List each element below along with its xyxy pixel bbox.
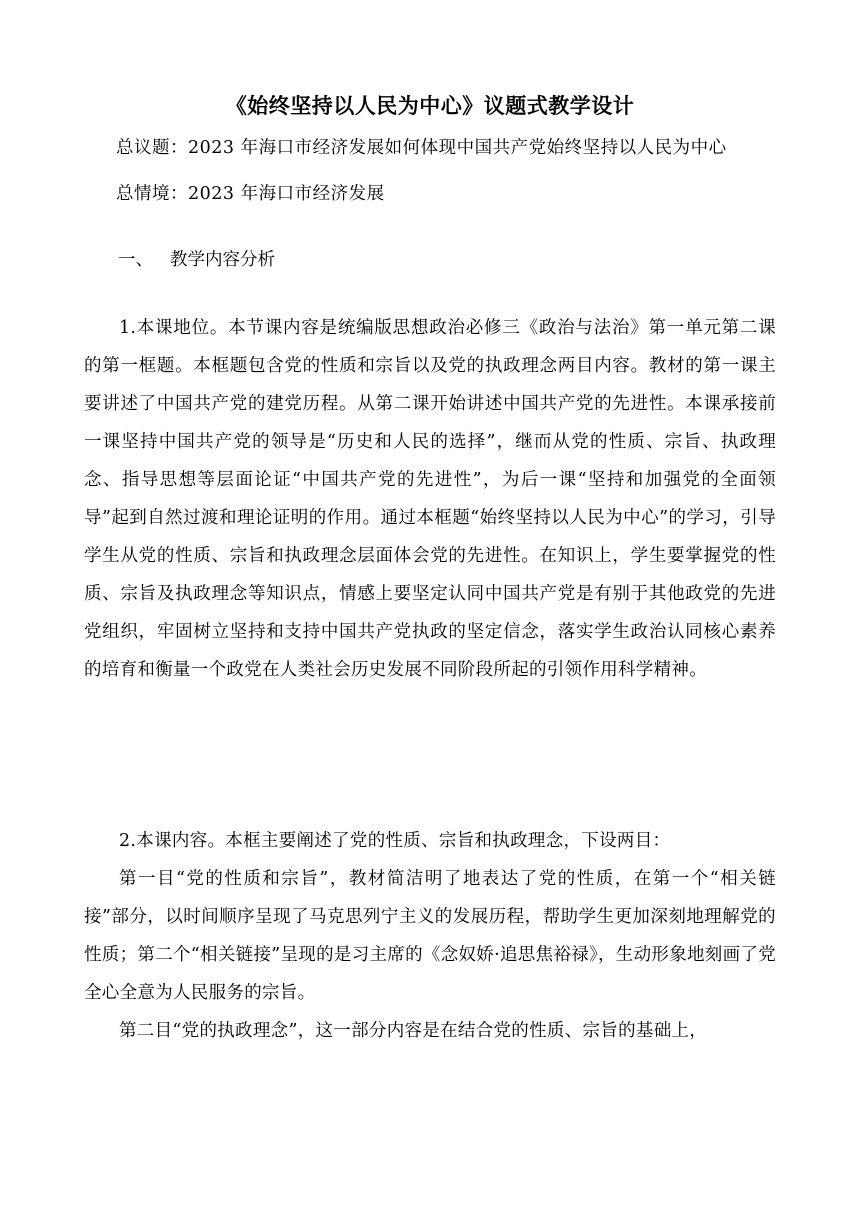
overall-context: 总情境：2023 年海口市经济发展 — [116, 184, 385, 204]
paragraph-block-2 — [84, 822, 776, 1050]
document-title: 《始终坚持以人民为中心》议题式教学设计 — [225, 94, 635, 118]
paragraph-course-content: 2.本课内容。本框主要阐述了党的性质、宗旨和执政理念，下设两目： — [119, 831, 671, 851]
paragraph-course-position: 1.本课地位。本节课内容是统编版思想政治必修三《政治与法治》第一单元第二课的第一框题。本框题包含党的性质和宗旨以及党的执政理念两目内容。教材的第一课主要讲述了中国共产党的建党历程。从第二课开始讲述中国共产党的先进性。本课承接前一课坚持中国共产党的领导是“历史和人民的选择”，继而从党的性质、宗旨、执政理念、指导思想等层面论证“中国共产党的先进性”，为后一课“坚持和加强党的全面领导”起到自然过渡和理论证明的作用。通过本框题“始终坚持以人民为中心”的学习，引导学生从党的性质、宗旨和执政理念层面体会党的先进性。在知识上，学生要掌握党的性质、宗旨及执政理念等知识点，情感上要坚定认同中国共产党是有别于其他政党的先进党组织，牢固树立坚持和支持中国共产党执政的坚定信念，落实学生政治认同核心素养的培育和衡量一个政党在人类社会历史发展不同阶段所起的引领作用科学精神。 — [84, 318, 776, 680]
paragraph-second-item: 第二目“党的执政理念”，这一部分内容是在结合党的性质、宗旨的基础上， — [119, 1021, 708, 1041]
paragraph-first-item: 第一目“党的性质和宗旨”，教材简洁明了地表达了党的性质，在第一个“相关链接”部分，以时间顺序呈现了马克思列宁主义的发展历程，帮助学生更加深刻地理解党的性质；第二个“相关链接”呈现的是习主席的《念奴娇·追思焦裕禄》，生动形象地刻画了党全心全意为人民服务的宗旨。 — [84, 869, 777, 1003]
section-number: 一、 — [118, 250, 153, 270]
paragraph-block-1 — [84, 309, 776, 689]
overall-topic: 总议题：2023 年海口市经济发展如何体现中国共产党始终坚持以人民为中心 — [116, 138, 727, 158]
section-heading — [118, 246, 275, 271]
section-title: 教学内容分析 — [170, 250, 275, 270]
